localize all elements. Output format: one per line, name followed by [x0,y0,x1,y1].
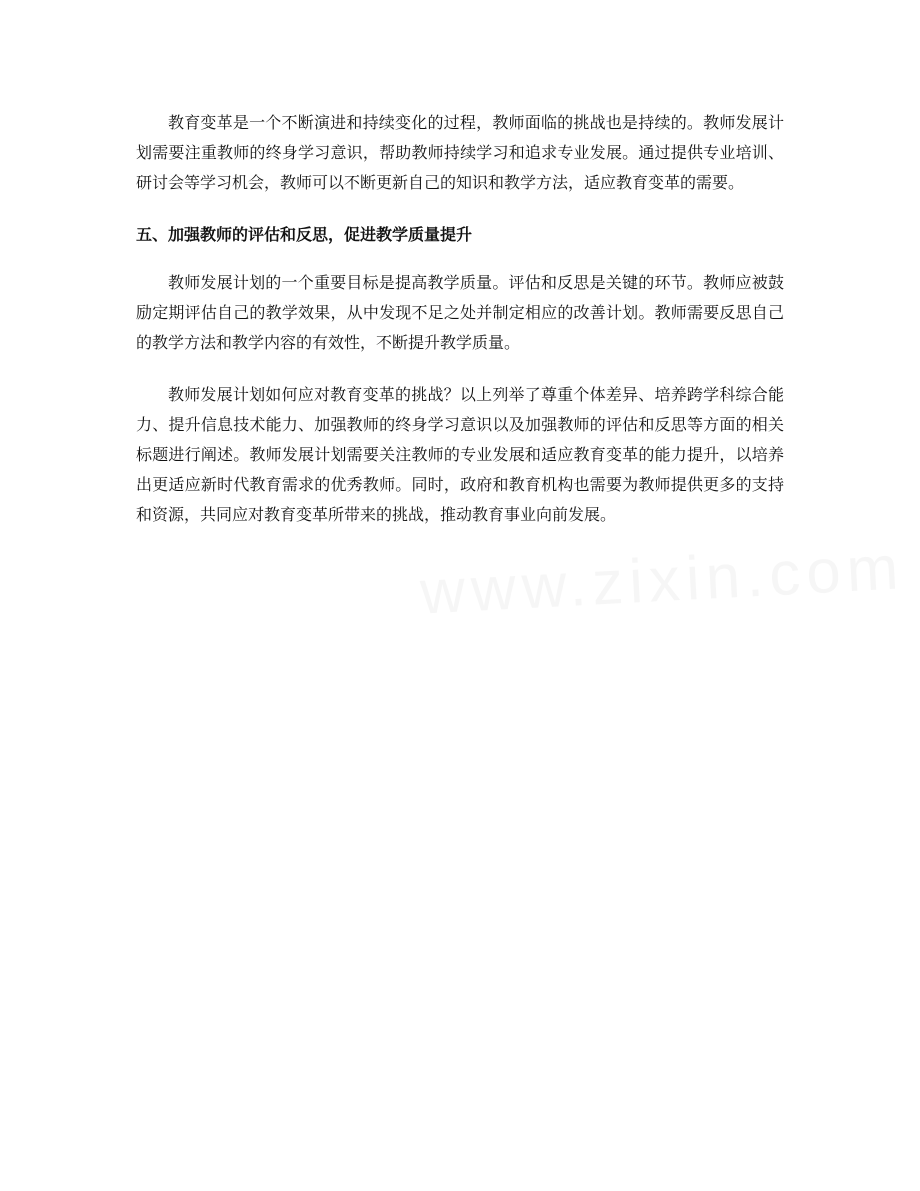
paragraph-lifelong-learning: 教育变革是一个不断演进和持续变化的过程，教师面临的挑战也是持续的。教师发展计划需要注重教师的终身学习意识，帮助教师持续学习和追求专业发展。通过提供专业培训、研讨会等学习机会，教师可以不断更新自己的知识和教学方法，适应教育变革的需要。 [136,113,784,192]
paragraph-conclusion: 教师发展计划如何应对教育变革的挑战？以上列举了尊重个体差异、培养跨学科综合能力、提升信息技术能力、加强教师的终身学习意识以及加强教师的评估和反思等方面的相关标题进行阐述。教师发展计划需要关注教师的专业发展和适应教育变革的能力提升，以培养出更适应新时代教育需求的优秀教师。同时，政府和教育机构也需要为教师提供更多的支持和资源，共同应对教育变革所带来的挑战，推动教育事业向前发展。 [136,385,784,524]
paragraph-evaluation-reflection: 教师发展计划的一个重要目标是提高教学质量。评估和反思是关键的环节。教师应被鼓励定期评估自己的教学效果，从中发现不足之处并制定相应的改善计划。教师需要反思自己的教学方法和教学内容的有效性，不断提升教学质量。 [136,273,784,352]
section-heading-evaluation: 五、加强教师的评估和反思，促进教学质量提升 [136,225,473,244]
document-body [136,108,784,552]
